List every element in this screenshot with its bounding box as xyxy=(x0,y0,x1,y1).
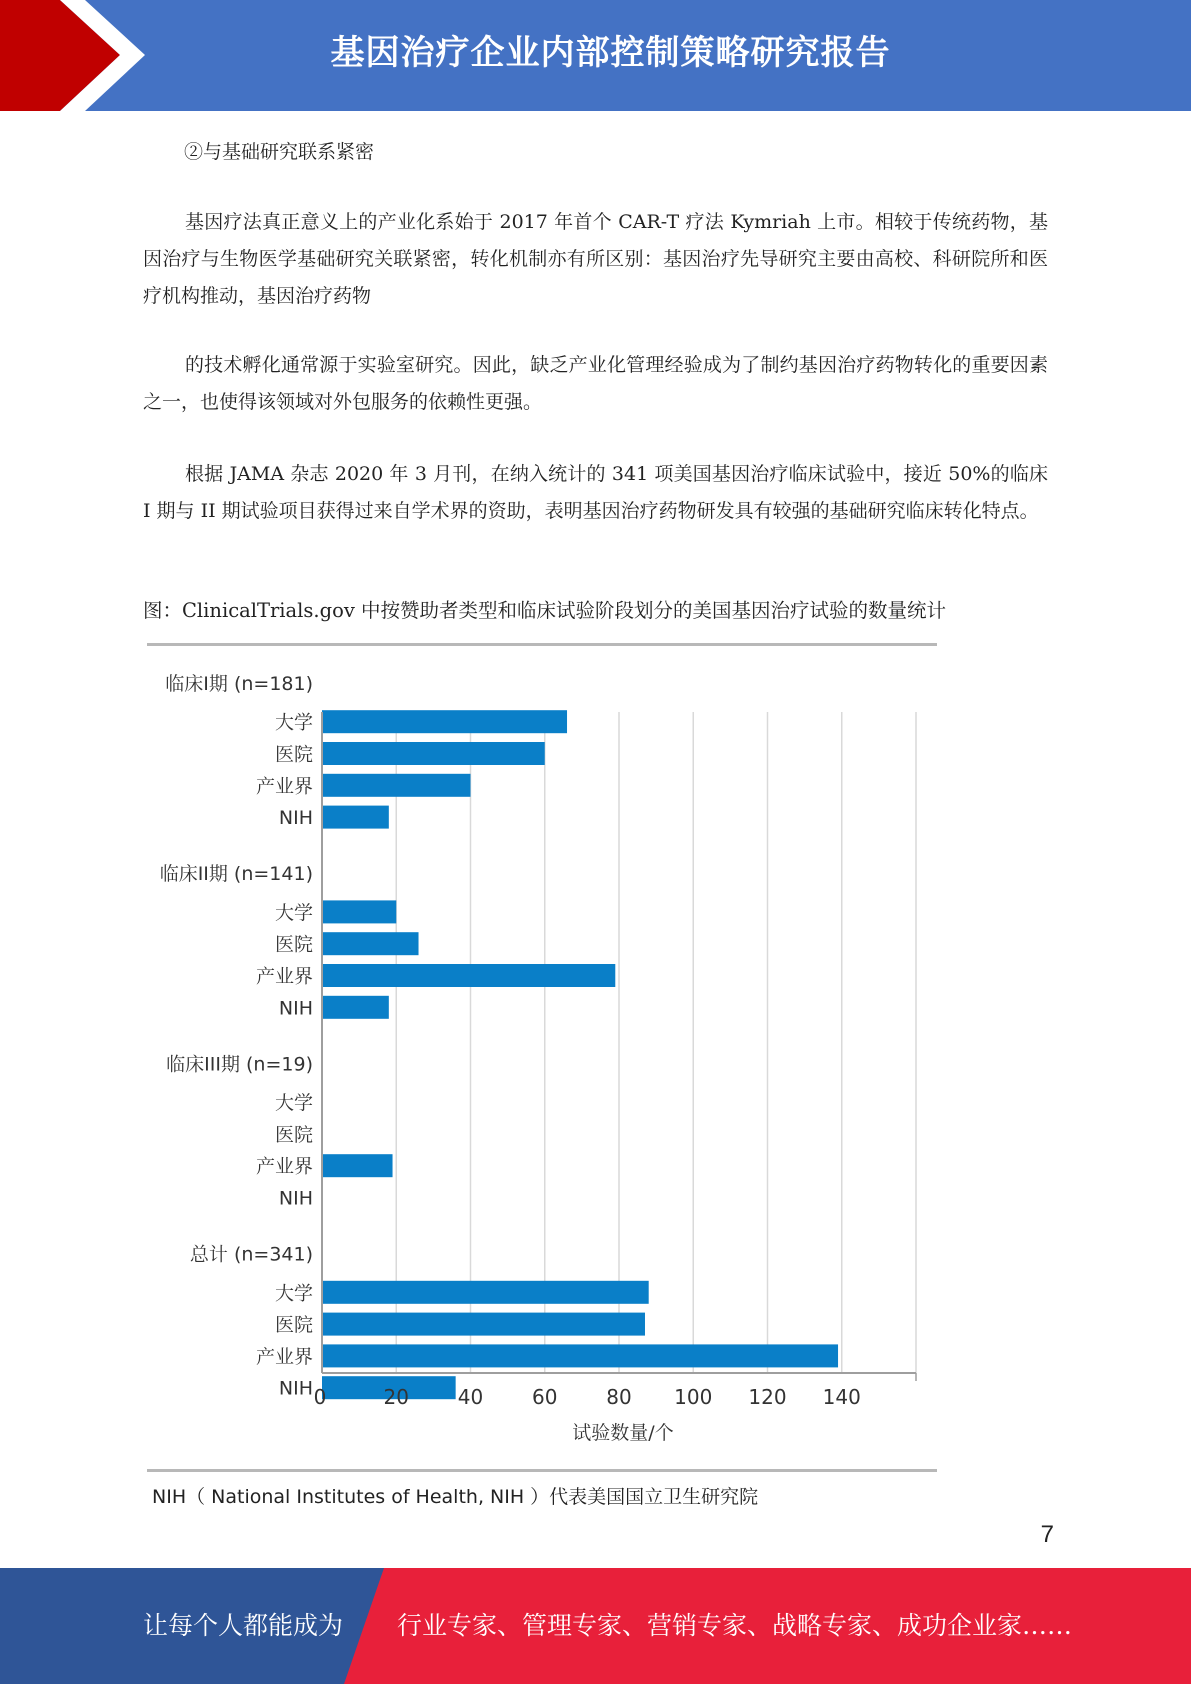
category-label-3-2: 产业界 xyxy=(255,1345,313,1368)
bar-0-0 xyxy=(322,710,567,733)
paragraph-1: 基因疗法真正意义上的产业化系始于 2017 年首个 CAR-T 疗法 Kymriah 上市。相较于传统药物，基因治疗与生物医学基础研究关联紧密，转化机制亦有所区别：基因治疗先导研究主要由高校、科研院所和医疗机构推动，基因治疗药物 xyxy=(143,211,1048,307)
category-label-0-1: 医院 xyxy=(274,743,313,766)
group-label-0: 临床I期 (n=181) xyxy=(165,673,313,695)
x-tick-label-5: 100 xyxy=(674,1385,713,1409)
category-label-0-3: NIH xyxy=(278,807,313,830)
category-label-1-2: 产业界 xyxy=(255,965,313,988)
x-tick-label-3: 60 xyxy=(532,1385,558,1409)
category-label-3-0: 大学 xyxy=(274,1282,313,1305)
figure-caption: 图：ClinicalTrials.gov 中按赞助者类型和临床试验阶段划分的美国基因治疗试验的数量统计 xyxy=(143,599,947,622)
category-label-2-3: NIH xyxy=(278,1187,313,1210)
bar-3-1 xyxy=(322,1313,645,1336)
bar-0-1 xyxy=(322,742,545,765)
bar-1-1 xyxy=(322,932,419,955)
paragraph-3: 根据 JAMA 杂志 2020 年 3 月刊，在纳入统计的 341 项美国基因治疗临床试验中，接近 50%的临床 I 期与 II 期试验项目获得过来自学术界的资助，表明基因治疗药物研发具有较强的基础研究临床转化特点。 xyxy=(143,463,1048,522)
bar-3-0 xyxy=(322,1281,649,1304)
x-tick-label-7: 140 xyxy=(822,1385,861,1409)
category-label-2-1: 医院 xyxy=(274,1123,313,1146)
bar-3-2 xyxy=(322,1344,838,1367)
bar-0-2 xyxy=(322,774,471,797)
category-label-3-3: NIH xyxy=(278,1377,313,1400)
bar-1-0 xyxy=(322,900,396,923)
x-tick-label-1: 20 xyxy=(383,1385,409,1409)
category-label-1-3: NIH xyxy=(278,997,313,1020)
x-tick-label-4: 80 xyxy=(606,1385,632,1409)
x-tick-label-0: 0 xyxy=(313,1385,327,1409)
report-title: 基因治疗企业内部控制策略研究报告 xyxy=(330,33,891,73)
group-label-2: 临床III期 (n=19) xyxy=(166,1053,313,1076)
group-label-3: 总计 (n=341) xyxy=(189,1243,313,1266)
page-number: 7 xyxy=(1040,1521,1054,1548)
category-label-2-2: 产业界 xyxy=(255,1155,313,1178)
category-label-1-0: 大学 xyxy=(274,901,313,924)
category-label-0-2: 产业界 xyxy=(255,775,313,798)
x-tick-label-6: 120 xyxy=(748,1385,787,1409)
x-axis-label: 试验数量/个 xyxy=(572,1422,674,1444)
group-label-1: 临床II期 (n=141) xyxy=(159,863,313,886)
bar-2-2 xyxy=(322,1154,393,1177)
category-label-2-0: 大学 xyxy=(274,1092,313,1115)
footer-slogan-right: 行业专家、管理专家、营销专家、战略专家、成功企业家…… xyxy=(397,1611,1073,1640)
section-subheading: ②与基础研究联系紧密 xyxy=(184,141,375,163)
bar-0-3 xyxy=(322,806,389,829)
page-footer xyxy=(0,1568,1191,1684)
bar-1-2 xyxy=(322,964,615,987)
figure-note: NIH（ National Institutes of Health, NIH ）代表美国国立卫生研究院 xyxy=(152,1486,759,1508)
x-tick-label-2: 40 xyxy=(457,1385,484,1409)
category-label-0-0: 大学 xyxy=(274,711,313,734)
paragraph-2: 的技术孵化通常源于实验室研究。因此，缺乏产业化管理经验成为了制约基因治疗药物转化的重要因素之一，也使得该领域对外包服务的依赖性更强。 xyxy=(143,354,1048,413)
category-label-1-1: 医院 xyxy=(274,933,313,956)
bar-1-3 xyxy=(322,996,389,1019)
category-label-3-1: 医院 xyxy=(274,1314,313,1337)
footer-slogan-left: 让每个人都能成为 xyxy=(143,1611,344,1640)
figure-bottom-rule xyxy=(147,1469,937,1472)
